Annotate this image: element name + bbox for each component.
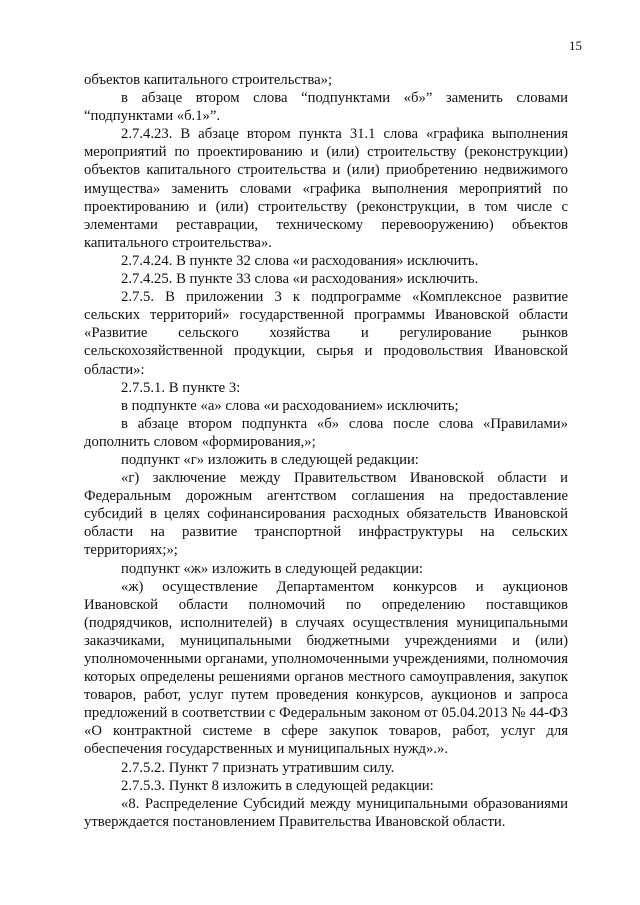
paragraph: в абзаце втором подпункта «б» слова после слова «Правилами» дополнить словом «формирования,»;: [84, 415, 568, 450]
page-number: 15: [569, 38, 582, 53]
paragraph: «ж) осуществление Департаментом конкурсов и аукционов Ивановской области полномочий по определению поставщиков (подрядчиков, исполнителей) в случаях осуществления муниципальными заказчиками, муниципальными бюджетными учреждениями и (или) уполномоченными органами, уполномоченными учреждениями, полномочия которых определены решениями органов местного самоуправления, закупок товаров, работ, услуг путем проведения конкурсов, аукционов и запроса предложений в соответствии с Федеральным законом от 05.04.2013 № 44-ФЗ «О контрактной системе в сфере закупок товаров, работ, услуг для обеспечения государственных и муниципальных нужд».».: [84, 578, 568, 758]
paragraph: 2.7.5.3. Пункт 8 изложить в следующей редакции:: [121, 777, 434, 794]
paragraph: «8. Распределение Субсидий между муниципальными образованиями утверждается постановлением Правительства Ивановской области.: [84, 795, 568, 830]
paragraph: объектов капитального строительства»;: [84, 72, 333, 88]
paragraph: подпункт «ж» изложить в следующей редакции:: [121, 560, 424, 577]
paragraph: в подпункте «а» слова «и расходованием» исключить;: [121, 397, 459, 414]
paragraph: 2.7.4.24. В пункте 32 слова «и расходования» исключить.: [121, 252, 479, 269]
paragraph: в абзаце втором слова “подпунктами «б»” заменить словами “подпунктами «б.1»”.: [84, 90, 568, 125]
document-body: [84, 71, 568, 831]
paragraph: 2.7.5.2. Пункт 7 признать утратившим силу.: [121, 759, 395, 776]
paragraph: 2.7.5. В приложении 3 к подпрограмме «Комплексное развитие сельских территорий» государственной программы Ивановской области «Развитие сельского хозяйства и регулирование рынков сельскохозяйственной продукции, сырья и продовольствия Ивановской области»:: [84, 289, 568, 378]
paragraph: 2.7.4.25. В пункте 33 слова «и расходования» исключить.: [121, 271, 479, 288]
paragraph: «г) заключение между Правительством Ивановской области и Федеральным дорожным агентством соглашения на предоставление субсидий в целях софинансирования расходных обязательств Ивановской области на развитие транспортной инфраструктуры на сельских территориях;»;: [84, 470, 568, 559]
paragraph: 2.7.5.1. В пункте 3:: [121, 379, 241, 396]
paragraph: подпункт «г» изложить в следующей редакции:: [121, 451, 419, 468]
paragraph: 2.7.4.23. В абзаце втором пункта 31.1 слова «графика выполнения мероприятий по проектированию и (или) строительству (реконструкции) объектов капитального строительства и (или) приобретению недвижимого имущества» заменить словами «графика выполнения мероприятий по проектированию и (или) строительству (реконструкции, в том числе с элементами реставрации, техническому перевооружению) объектов капитального строительства».: [84, 126, 568, 251]
